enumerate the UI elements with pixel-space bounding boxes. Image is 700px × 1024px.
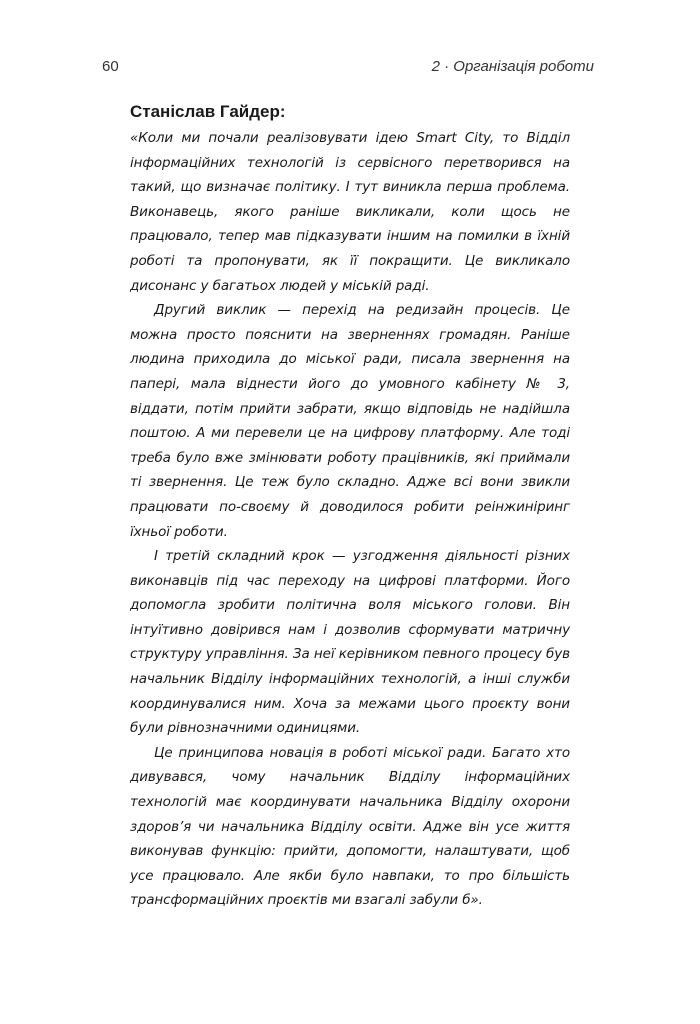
paragraph-3: І третій складний крок — узгодження діяльності різних виконавців під час переходу на цифрові платформи. Його допомогла зробити політична воля міського голови. Він інтуїтивно довірився нам і дозволив сформувати матричну структуру управління. За неї керівником певного процесу був начальник Відділу інформаційних технологій, а інші служби координувалися ним. Хоча за межами цього проєкту вони були рівнозначними одиницями. [130, 548, 570, 737]
body-text [130, 100, 570, 913]
running-head: 2 · Організація роботи [431, 58, 594, 75]
speaker-name: Станіслав Гайдер: [130, 102, 286, 121]
paragraph-1: «Коли ми почали реалізовувати ідею Smart City, то Відділ інформаційних технологій із сервісного перетворився на такий, що визначає політику. І тут виникла перша проблема. Виконавець, якого раніше викликали, коли щось не працювало, тепер мав підказувати іншим на помилки в їхній роботі та пропонувати, як її покращити. Це викликало дисонанс у багатьох людей у міській раді. [130, 130, 570, 294]
page-number: 60 [102, 58, 119, 75]
paragraph-2: Другий виклик — перехід на редизайн процесів. Це можна просто пояснити на зверненнях громадян. Раніше людина приходила до міської ради, писала звернення на папері, мала віднести його до умовного кабінету № 3, віддати, потім прийти забрати, якщо відповідь не надійшла поштою. А ми перевели це на цифрову платформу. Але тоді треба було вже змінювати роботу працівників, які приймали ті звернення. Це теж було складно. Адже всі вони звикли працювати по-своєму й доводилося робити реінжиніринг їхньої роботи. [130, 302, 570, 540]
page-header [102, 58, 594, 82]
paragraph-4: Це принципова новація в роботі міської ради. Багато хто дивувався, чому начальник Відділу інформаційних технологій має координувати начальника Відділу охорони здоров’я чи начальника Відділу освіти. Адже він усе життя виконував функцію: прийти, допомогти, налаштувати, щоб усе працювало. Але якби було навпаки, то про більшість трансформаційних проєктів ми взагалі забули б». [130, 744, 570, 909]
